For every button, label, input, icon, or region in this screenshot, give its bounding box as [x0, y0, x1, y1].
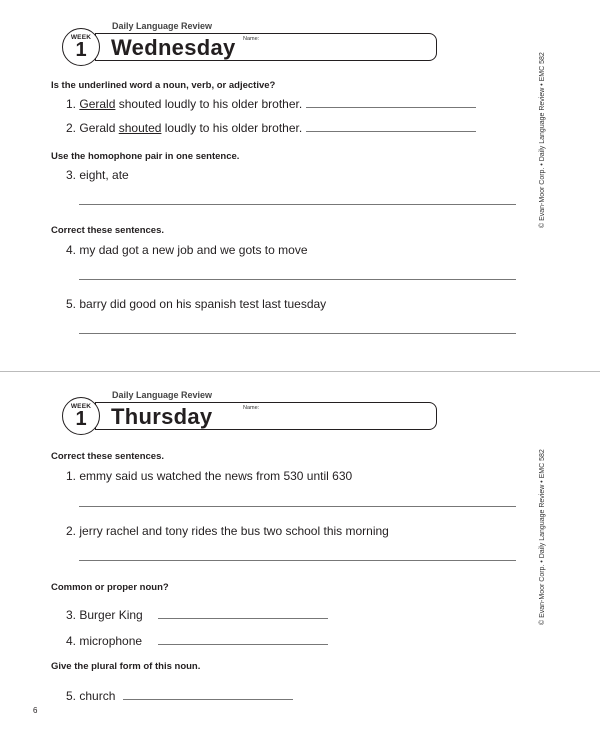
- group-heading: Correct these sentences.: [51, 451, 164, 462]
- answer-line[interactable]: [79, 333, 516, 334]
- question-text: shouted loudly to his older brother.: [115, 97, 303, 111]
- answer-line[interactable]: [79, 506, 516, 507]
- week-label: WEEK: [70, 34, 92, 41]
- question-text: emmy said us watched the news from 530 until 630: [79, 469, 353, 483]
- question-4: [66, 634, 142, 648]
- question-5: [66, 689, 115, 703]
- question-number: 1.: [66, 97, 77, 111]
- question-number: 3.: [66, 608, 77, 622]
- answer-line[interactable]: [158, 644, 328, 645]
- question-number: 2.: [66, 121, 77, 135]
- copyright-credit: © Evan-Moor Corp. • Daily Language Review • EMC 582: [539, 449, 546, 625]
- page-divider: [0, 371, 600, 372]
- week-number: 1: [75, 408, 87, 430]
- week-number: 1: [75, 39, 87, 61]
- question-text: church: [79, 689, 116, 703]
- group-heading: Correct these sentences.: [51, 225, 164, 236]
- question-3: [66, 168, 129, 182]
- question-text: jerry rachel and tony rides the bus two school this morning: [79, 524, 389, 538]
- question-2: [66, 524, 389, 538]
- page-number: 6: [33, 706, 38, 715]
- question-text: my dad got a new job and we gots to move: [79, 243, 308, 257]
- question-4: [66, 243, 308, 257]
- question-text: Burger King: [79, 608, 143, 622]
- question-number: 2.: [66, 524, 77, 538]
- question-3: [66, 608, 143, 622]
- group-heading: Common or proper noun?: [51, 582, 169, 593]
- question-text: eight, ate: [79, 168, 129, 182]
- question-number: 5.: [66, 689, 77, 703]
- question-number: 3.: [66, 168, 77, 182]
- answer-line[interactable]: [79, 204, 516, 205]
- answer-line[interactable]: [79, 560, 516, 561]
- question-number: 4.: [66, 243, 77, 257]
- underlined-word: Gerald: [79, 97, 116, 111]
- answer-line[interactable]: [123, 699, 293, 700]
- day-title: Wednesday: [111, 35, 236, 60]
- question-number: 1.: [66, 469, 77, 483]
- group-heading: Is the underlined word a noun, verb, or adjective?: [51, 80, 276, 91]
- series-title: Daily Language Review: [112, 390, 213, 400]
- question-number: 5.: [66, 297, 77, 311]
- copyright-credit: © Evan-Moor Corp. • Daily Language Review • EMC 582: [539, 52, 546, 228]
- group-heading: Give the plural form of this noun.: [51, 661, 201, 672]
- question-5: [66, 297, 326, 311]
- question-text: barry did good on his spanish test last tuesday: [79, 297, 327, 311]
- series-title: Daily Language Review: [112, 21, 213, 31]
- question-2: [66, 121, 302, 135]
- name-label: Name:: [243, 405, 260, 411]
- name-label: Name:: [243, 36, 260, 42]
- underlined-word: shouted: [118, 121, 162, 135]
- answer-line[interactable]: [306, 107, 476, 108]
- question-number: 4.: [66, 634, 77, 648]
- answer-line[interactable]: [158, 618, 328, 619]
- question-1: [66, 469, 352, 483]
- question-text: Gerald: [79, 121, 119, 135]
- week-badge: [62, 28, 100, 66]
- answer-line[interactable]: [306, 131, 476, 132]
- question-text: microphone: [79, 634, 143, 648]
- answer-line[interactable]: [79, 279, 516, 280]
- question-1: [66, 97, 302, 111]
- day-title: Thursday: [111, 404, 213, 429]
- group-heading: Use the homophone pair in one sentence.: [51, 151, 240, 162]
- question-text: loudly to his older brother.: [161, 121, 303, 135]
- week-label: WEEK: [70, 403, 92, 410]
- week-badge: [62, 397, 100, 435]
